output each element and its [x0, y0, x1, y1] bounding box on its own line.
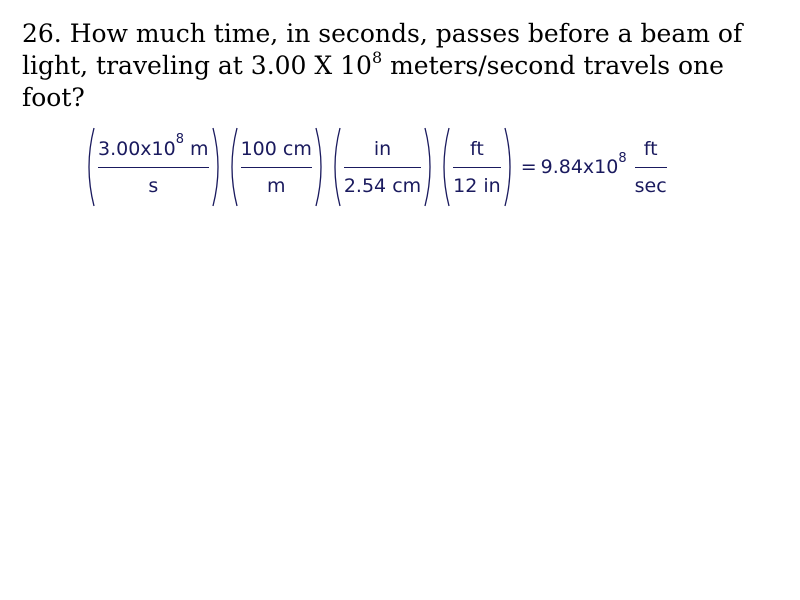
- right-paren-icon: [211, 126, 225, 208]
- result-unit-fraction: [633, 135, 669, 200]
- result-exponent: 8: [618, 150, 627, 166]
- fraction-denominator: 2.54 cm: [343, 174, 422, 197]
- fraction-denominator: m: [266, 174, 286, 197]
- conversion-fraction-ft-per-in: [451, 135, 503, 200]
- fraction-denominator: s: [148, 174, 159, 197]
- right-paren-icon: [423, 126, 437, 208]
- fraction-bar: [241, 167, 312, 168]
- numerator-exponent: 8: [175, 132, 185, 148]
- fraction-bar: [635, 167, 667, 168]
- result-unit-denominator: sec: [634, 174, 667, 197]
- question-text: [22, 18, 762, 114]
- fraction-denominator: 12 in: [453, 174, 501, 197]
- question-text-part-2: meters/second travels one foot?: [22, 51, 724, 112]
- numerator-base: 3.00x10: [98, 137, 176, 160]
- left-paren-icon: [82, 126, 96, 208]
- fraction-numerator: 100 cm: [240, 137, 312, 160]
- numerator-unit: m: [184, 137, 209, 160]
- fraction-bar: [453, 167, 501, 168]
- fraction-numerator: in: [373, 137, 392, 160]
- fraction-numerator: ft: [470, 137, 484, 160]
- conversion-fraction-in-per-cm: [342, 135, 423, 200]
- question-exponent: 8: [371, 47, 383, 67]
- equals-sign: =: [520, 156, 537, 178]
- right-paren-icon: [503, 126, 517, 208]
- result-base: 9.84x10: [540, 156, 619, 178]
- question-text-part-1: 26. How much time, in seconds, passes before a beam of light, traveling at 3.00 X 10: [22, 19, 743, 80]
- fraction-bar: [98, 167, 209, 168]
- fraction-numerator: [98, 132, 209, 163]
- conversion-fraction-cm-per-m: [239, 135, 314, 200]
- conversion-fraction-speed: [96, 132, 211, 200]
- left-paren-icon: [225, 126, 239, 208]
- fraction-bar: [344, 167, 421, 168]
- left-paren-icon: [328, 126, 342, 208]
- result-unit-numerator: ft: [643, 137, 658, 160]
- result-value: [540, 150, 627, 178]
- left-paren-icon: [437, 126, 451, 208]
- unit-conversion-equation: [82, 124, 669, 210]
- right-paren-icon: [314, 126, 328, 208]
